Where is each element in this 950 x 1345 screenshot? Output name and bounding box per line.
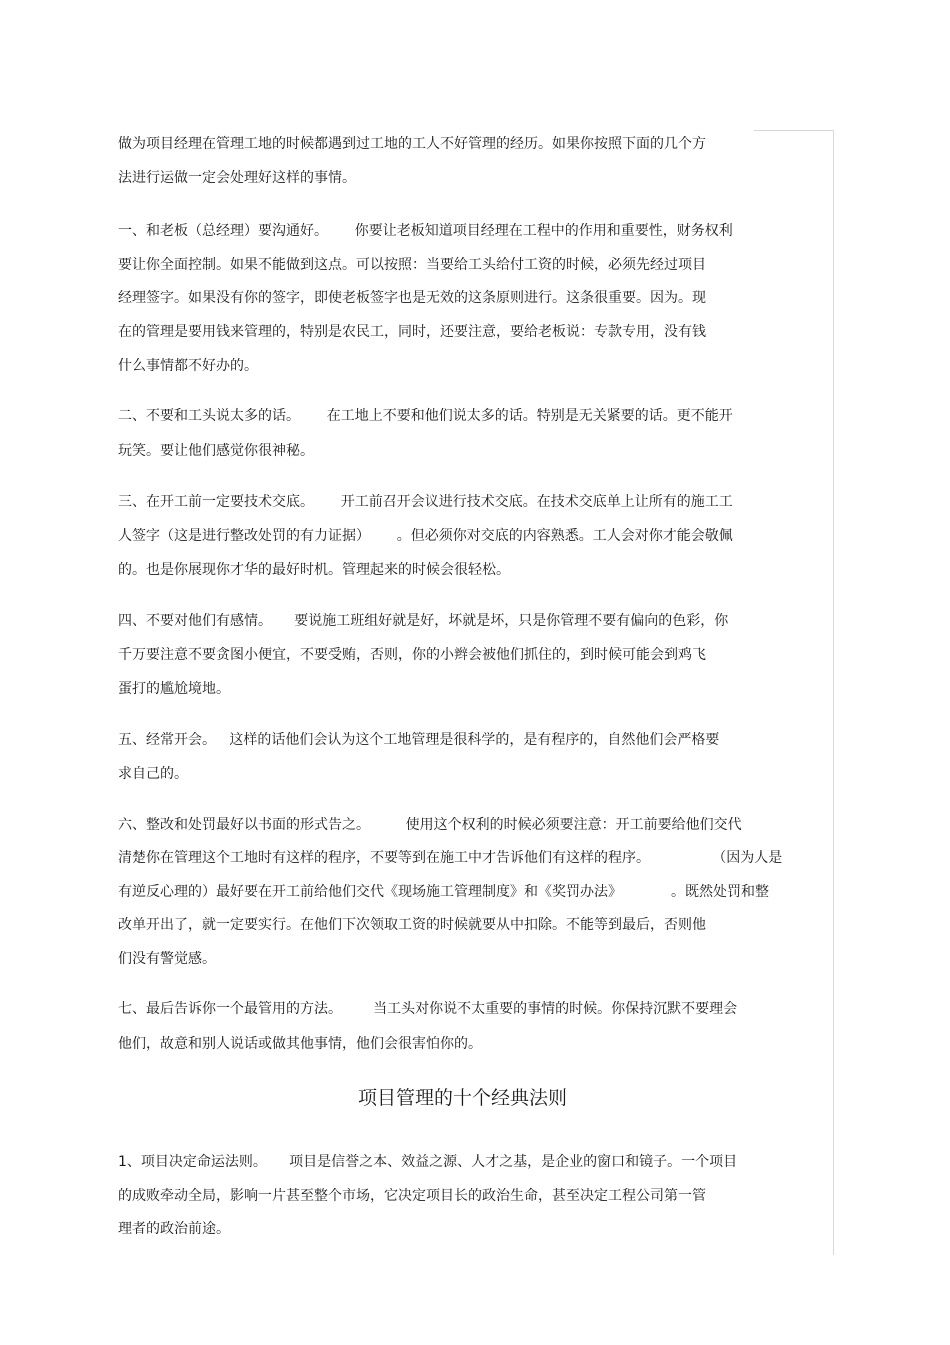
paragraph-line: 清楚你在管理这个工地时有这样的程序，不要等到在施工中才告诉他们有这样的程序。 （因为人是: [118, 850, 783, 866]
paragraph-line: 的成败牵动全局，影响一片甚至整个市场，它决定项目长的政治生命，甚至决定工程公司第一管: [118, 1188, 706, 1204]
paragraph-line: 一、和老板（总经理）要沟通好。 你要让老板知道项目经理在工程中的作用和重要性，财务权利: [118, 223, 733, 239]
paragraph-line: 五、经常开会。 这样的话他们会认为这个工地管理是很科学的，是有程序的，自然他们会严格要: [118, 732, 720, 748]
paragraph-line: 三、在开工前一定要技术交底。 开工前召开会议进行技术交底。在技术交底单上让所有的施工工: [118, 494, 733, 510]
paragraph-line: 要让你全面控制。如果不能做到这点。可以按照：当要给工头给付工资的时候，必须先经过项目: [118, 257, 706, 273]
paragraph-line: 人签字（这是进行整改处罚的有力证据） 。但必须你对交底的内容熟悉。工人会对你才能会敬佩: [118, 528, 733, 544]
paragraph-line: 七、最后告诉你一个最管用的方法。 当工头对你说不太重要的事情的时候。你保持沉默不要理会: [118, 1001, 738, 1017]
paragraph-line: 理者的政治前途。: [118, 1221, 230, 1237]
paragraph-line: 改单开出了，就一定要实行。在他们下次领取工资的时候就要从中扣除。不能等到最后，否则他: [118, 917, 706, 933]
paragraph-line: 有逆反心理的）最好要在开工前给他们交代《现场施工管理制度》和《奖罚办法》 。既然处罚和整: [118, 884, 769, 900]
paragraph-line: 四、不要对他们有感情。 要说施工班组好就是好，坏就是坏，只是你管理不要有偏向的色彩，你: [118, 613, 729, 629]
intro-line: 法进行运做一定会处理好这样的事情。: [118, 170, 356, 186]
intro-line: 做为项目经理在管理工地的时候都遇到过工地的工人不好管理的经历。如果你按照下面的几个方: [118, 136, 706, 152]
paragraph-line: 玩笑。要让他们感觉你很神秘。: [118, 443, 314, 459]
paragraph-line: 蛋打的尴尬境地。: [118, 681, 230, 697]
page-border-top: [754, 130, 834, 131]
paragraph-line: 千万要注意不要贪图小便宜，不要受贿，否则，你的小辫会被他们抓住的，到时候可能会到鸡飞: [118, 647, 706, 663]
paragraph-line: 在的管理是要用钱来管理的，特别是农民工，同时，还要注意，要给老板说：专款专用，没有钱: [118, 324, 706, 340]
paragraph-line: 的。也是你展现你才华的最好时机。管理起来的时候会很轻松。: [118, 562, 510, 578]
paragraph-line: 求自己的。: [118, 766, 188, 782]
paragraph-line: 二、不要和工头说太多的话。 在工地上不要和他们说太多的话。特别是无关紧要的话。更不能开: [118, 408, 733, 424]
paragraph-line: 什么事情都不好办的。: [118, 358, 258, 374]
paragraph-line: 他们，故意和别人说话或做其他事情，他们会很害怕你的。: [118, 1036, 482, 1052]
paragraph-line: 1、项目决定命运法则。 项目是信誉之本、效益之源、人才之基，是企业的窗口和镜子。一个项目: [118, 1154, 738, 1170]
paragraph-line: 六、整改和处罚最好以书面的形式告之。 使用这个权利的时候必须要注意：开工前要给他们交代: [118, 817, 742, 833]
section-heading: 项目管理的十个经典法则: [357, 1087, 567, 1109]
paragraph-line: 们没有警觉感。: [118, 951, 216, 967]
paragraph-line: 经理签字。如果没有你的签字，即使老板签字也是无效的这条原则进行。这条很重要。因为。现: [118, 290, 706, 306]
